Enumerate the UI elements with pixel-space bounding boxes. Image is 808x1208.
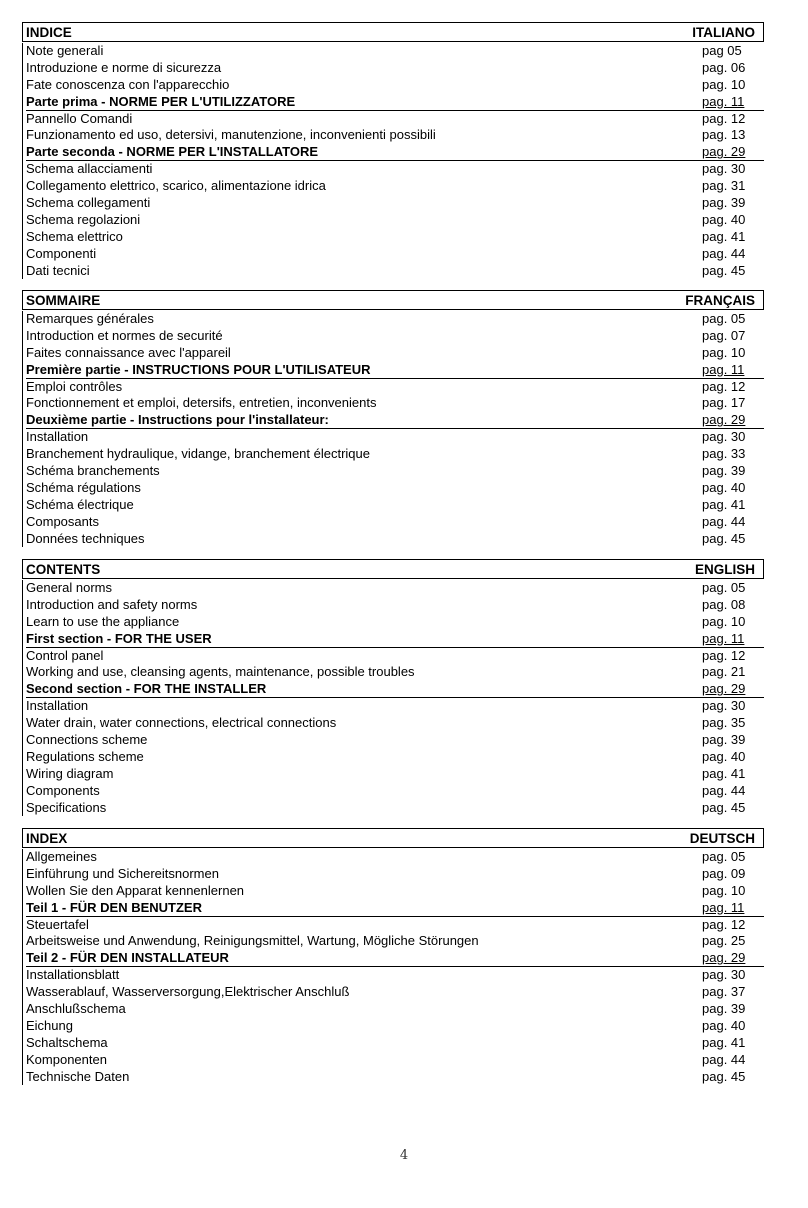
toc-entry-label: Schéma régulations bbox=[26, 479, 141, 495]
toc-entry-label: Specifications bbox=[26, 799, 107, 815]
toc-entry-label: Deuxième partie - Instructions pour l'installateur: bbox=[26, 412, 329, 428]
toc-entry-label: Faites connaissance avec l'appareil bbox=[26, 344, 231, 360]
toc-entry-label: First section - FOR THE USER bbox=[26, 630, 212, 646]
toc-entry bbox=[26, 580, 764, 597]
toc-entry-page: pag. 41 bbox=[702, 1034, 746, 1050]
toc-entry bbox=[26, 328, 764, 345]
section-header bbox=[22, 559, 764, 579]
toc-entry-page: pag. 41 bbox=[702, 765, 746, 781]
toc-part-heading bbox=[26, 362, 764, 379]
toc-entry bbox=[26, 849, 764, 866]
toc-entry-page: pag. 21 bbox=[702, 664, 746, 680]
toc-list bbox=[22, 311, 764, 547]
toc-entry-page: pag. 44 bbox=[702, 513, 746, 529]
toc-entry-label: Learn to use the appliance bbox=[26, 613, 180, 629]
toc-entry bbox=[26, 917, 764, 934]
toc-entry-page: pag. 40 bbox=[702, 748, 746, 764]
toc-entry-page: pag. 40 bbox=[702, 1017, 746, 1033]
section-title: CONTENTS bbox=[26, 561, 101, 577]
toc-entry bbox=[26, 429, 764, 446]
toc-entry-page: pag. 10 bbox=[702, 76, 746, 92]
toc-entry-label: Fate conoscenza con l'apparecchio bbox=[26, 76, 230, 92]
toc-entry-page: pag. 39 bbox=[702, 195, 746, 211]
toc-part-heading bbox=[26, 950, 764, 967]
section-language: ENGLISH bbox=[694, 561, 755, 577]
toc-entry bbox=[26, 111, 764, 128]
toc-entry-page: pag 05 bbox=[702, 43, 742, 58]
toc-entry-page: pag. 44 bbox=[702, 782, 746, 798]
toc-entry bbox=[26, 800, 764, 817]
toc-entry bbox=[26, 127, 764, 144]
toc-entry-page: pag. 11 bbox=[702, 899, 745, 915]
toc-entry bbox=[26, 463, 764, 480]
toc-entry-page: pag. 12 bbox=[702, 110, 746, 126]
toc-entry-label: Composants bbox=[26, 513, 99, 529]
toc-entry-page: pag. 11 bbox=[702, 93, 745, 109]
section-language: FRANÇAIS bbox=[685, 292, 755, 308]
toc-entry-label: Components bbox=[26, 782, 100, 798]
toc-entry bbox=[26, 379, 764, 396]
toc-entry-label: Water drain, water connections, electrical connections bbox=[26, 715, 337, 731]
section-header bbox=[22, 22, 764, 42]
toc-entry bbox=[26, 883, 764, 900]
toc-entry-label: Funzionamento ed uso, detersivi, manutenzione, inconvenienti possibili bbox=[26, 127, 436, 143]
section-deutsch bbox=[22, 828, 764, 1085]
toc-entry-label: Steuertafel bbox=[26, 916, 89, 932]
toc-entry bbox=[26, 263, 764, 280]
toc-entry-page: pag. 11 bbox=[702, 630, 745, 646]
toc-list bbox=[22, 43, 764, 279]
toc-entry-page: pag. 44 bbox=[702, 1051, 746, 1067]
toc-entry-label: Installation bbox=[26, 698, 89, 714]
toc-entry-label: Note generali bbox=[26, 43, 104, 58]
toc-entry bbox=[26, 967, 764, 984]
toc-entry-page: pag. 13 bbox=[702, 127, 746, 143]
toc-entry-page: pag. 45 bbox=[702, 799, 746, 815]
toc-entry bbox=[26, 715, 764, 732]
toc-entry bbox=[26, 1052, 764, 1069]
section-header bbox=[22, 290, 764, 310]
toc-entry-label: General norms bbox=[26, 580, 112, 595]
toc-entry-page: pag. 11 bbox=[702, 361, 745, 377]
toc-entry-page: pag. 06 bbox=[702, 59, 746, 75]
toc-entry bbox=[26, 1035, 764, 1052]
toc-entry-label: Branchement hydraulique, vidange, branchement électrique bbox=[26, 446, 370, 462]
toc-entry-page: pag. 40 bbox=[702, 479, 746, 495]
toc-entry bbox=[26, 597, 764, 614]
toc-entry-page: pag. 05 bbox=[702, 849, 746, 864]
toc-entry-label: Dati tecnici bbox=[26, 262, 90, 278]
toc-entry-label: Connections scheme bbox=[26, 732, 148, 748]
toc-entry-page: pag. 45 bbox=[702, 1068, 746, 1084]
toc-entry-label: Schema allacciamenti bbox=[26, 161, 153, 177]
toc-entry-page: pag. 09 bbox=[702, 865, 746, 881]
toc-entry-page: pag. 29 bbox=[702, 412, 746, 428]
toc-entry-label: Fonctionnement et emploi, detersifs, entretien, inconvenients bbox=[26, 395, 377, 411]
toc-entry bbox=[26, 345, 764, 362]
toc-entry-page: pag. 10 bbox=[702, 344, 746, 360]
toc-entry bbox=[26, 497, 764, 514]
toc-entry-label: Emploi contrôles bbox=[26, 378, 123, 394]
toc-entry bbox=[26, 77, 764, 94]
toc-entry bbox=[26, 1018, 764, 1035]
toc-entry-page: pag. 41 bbox=[702, 496, 746, 512]
toc-entry-label: Working and use, cleansing agents, maintenance, possible troubles bbox=[26, 664, 415, 680]
toc-entry-label: Parte prima - NORME PER L'UTILIZZATORE bbox=[26, 93, 296, 109]
toc-entry-page: pag. 10 bbox=[702, 882, 746, 898]
toc-list bbox=[22, 849, 764, 1085]
toc-entry bbox=[26, 732, 764, 749]
toc-entry-page: pag. 08 bbox=[702, 596, 746, 612]
toc-entry-page: pag. 29 bbox=[702, 681, 746, 697]
toc-entry bbox=[26, 933, 764, 950]
toc-entry-label: Parte seconda - NORME PER L'INSTALLATORE bbox=[26, 144, 319, 160]
toc-entry-page: pag. 30 bbox=[702, 161, 746, 177]
toc-entry-label: Componenti bbox=[26, 245, 97, 261]
toc-entry bbox=[26, 43, 764, 60]
toc-entry-page: pag. 39 bbox=[702, 1001, 746, 1017]
toc-part-heading bbox=[26, 631, 764, 648]
toc-entry bbox=[26, 783, 764, 800]
toc-entry-label: Teil 2 - FÜR DEN INSTALLATEUR bbox=[26, 950, 229, 966]
toc-entry bbox=[26, 866, 764, 883]
toc-entry-page: pag. 05 bbox=[702, 311, 746, 326]
toc-entry-label: Teil 1 - FÜR DEN BENUTZER bbox=[26, 899, 202, 915]
toc-entry-label: Technische Daten bbox=[26, 1068, 130, 1084]
toc-entry bbox=[26, 1069, 764, 1086]
toc-entry-page: pag. 33 bbox=[702, 446, 746, 462]
section-francais bbox=[22, 290, 764, 547]
toc-entry-page: pag. 12 bbox=[702, 378, 746, 394]
toc-entry-page: pag. 39 bbox=[702, 463, 746, 479]
toc-entry bbox=[26, 648, 764, 665]
toc-entry bbox=[26, 246, 764, 263]
toc-entry-page: pag. 41 bbox=[702, 228, 746, 244]
toc-entry-label: Second section - FOR THE INSTALLER bbox=[26, 681, 267, 697]
toc-entry-page: pag. 12 bbox=[702, 916, 746, 932]
toc-entry-label: Regulations scheme bbox=[26, 748, 144, 764]
section-title: INDEX bbox=[26, 830, 68, 846]
toc-part-heading bbox=[26, 94, 764, 111]
toc-entry-label: Données techniques bbox=[26, 530, 145, 546]
toc-entry-page: pag. 35 bbox=[702, 715, 746, 731]
toc-entry bbox=[26, 446, 764, 463]
toc-entry-label: Schema elettrico bbox=[26, 228, 123, 244]
toc-entry-label: Einführung und Sichereitsnormen bbox=[26, 865, 219, 881]
section-title: INDICE bbox=[26, 24, 72, 40]
page-number: 4 bbox=[399, 1148, 409, 1163]
toc-entry-label: Allgemeines bbox=[26, 849, 97, 864]
toc-entry-label: Collegamento elettrico, scarico, alimentazione idrica bbox=[26, 178, 326, 194]
toc-entry bbox=[26, 531, 764, 548]
toc-entry-page: pag. 05 bbox=[702, 580, 746, 595]
toc-entry bbox=[26, 395, 764, 412]
toc-part-heading bbox=[26, 144, 764, 161]
section-header bbox=[22, 828, 764, 848]
toc-entry-label: Komponenten bbox=[26, 1051, 107, 1067]
toc-entry bbox=[26, 984, 764, 1001]
toc-part-heading bbox=[26, 412, 764, 429]
toc-entry bbox=[26, 178, 764, 195]
toc-entry-label: Schema collegamenti bbox=[26, 195, 151, 211]
toc-entry-page: pag. 29 bbox=[702, 144, 746, 160]
toc-entry-label: Schéma branchements bbox=[26, 463, 160, 479]
toc-entry bbox=[26, 195, 764, 212]
toc-entry bbox=[26, 1001, 764, 1018]
toc-entry-page: pag. 29 bbox=[702, 950, 746, 966]
toc-entry-label: Anschlußschema bbox=[26, 1001, 126, 1017]
toc-entry bbox=[26, 229, 764, 246]
toc-entry-page: pag. 39 bbox=[702, 732, 746, 748]
toc-entry-page: pag. 37 bbox=[702, 984, 746, 1000]
toc-entry-page: pag. 10 bbox=[702, 613, 746, 629]
toc-entry-page: pag. 40 bbox=[702, 211, 746, 227]
toc-entry bbox=[26, 698, 764, 715]
toc-entry bbox=[26, 480, 764, 497]
toc-entry-page: pag. 44 bbox=[702, 245, 746, 261]
toc-entry-page: pag. 30 bbox=[702, 698, 746, 714]
toc-entry-label: Introduction and safety norms bbox=[26, 596, 198, 612]
toc-entry-label: Introduzione e norme di sicurezza bbox=[26, 59, 222, 75]
toc-entry-label: Control panel bbox=[26, 647, 104, 663]
toc-entry-label: Remarques générales bbox=[26, 311, 154, 326]
toc-entry-label: Première partie - INSTRUCTIONS POUR L'UTILISATEUR bbox=[26, 361, 371, 377]
toc-entry bbox=[26, 514, 764, 531]
toc-entry bbox=[26, 60, 764, 77]
toc-entry-label: Schéma électrique bbox=[26, 496, 134, 512]
toc-part-heading bbox=[26, 900, 764, 917]
toc-entry-page: pag. 30 bbox=[702, 967, 746, 983]
toc-entry-label: Introduction et normes de securité bbox=[26, 327, 223, 343]
toc-entry bbox=[26, 749, 764, 766]
toc-entry-label: Installation bbox=[26, 429, 89, 445]
toc-entry-page: pag. 12 bbox=[702, 647, 746, 663]
toc-entry bbox=[26, 212, 764, 229]
toc-entry-page: pag. 45 bbox=[702, 262, 746, 278]
section-italiano bbox=[22, 22, 764, 279]
toc-entry-label: Arbeitsweise und Anwendung, Reinigungsmittel, Wartung, Mögliche Störungen bbox=[26, 933, 479, 949]
toc-entry bbox=[26, 614, 764, 631]
toc-entry-page: pag. 07 bbox=[702, 327, 746, 343]
toc-entry-label: Eichung bbox=[26, 1017, 73, 1033]
toc-entry-page: pag. 25 bbox=[702, 933, 746, 949]
toc-entry-label: Schema regolazioni bbox=[26, 211, 141, 227]
toc-entry-label: Schaltschema bbox=[26, 1034, 108, 1050]
toc-entry-label: Wollen Sie den Apparat kennenlernen bbox=[26, 882, 245, 898]
toc-entry-page: pag. 17 bbox=[702, 395, 746, 411]
toc-list bbox=[22, 580, 764, 816]
toc-entry-page: pag. 45 bbox=[702, 530, 746, 546]
toc-entry-page: pag. 30 bbox=[702, 429, 746, 445]
toc-part-heading bbox=[26, 681, 764, 698]
section-language: DEUTSCH bbox=[689, 830, 755, 846]
toc-entry-label: Installationsblatt bbox=[26, 967, 120, 983]
toc-entry-label: Wiring diagram bbox=[26, 765, 114, 781]
section-language: ITALIANO bbox=[692, 24, 755, 40]
toc-entry bbox=[26, 311, 764, 328]
section-title: SOMMAIRE bbox=[26, 292, 101, 308]
toc-entry-label: Wasserablauf, Wasserversorgung,Elektrischer Anschluß bbox=[26, 984, 350, 1000]
toc-entry bbox=[26, 161, 764, 178]
section-english bbox=[22, 559, 764, 816]
toc-entry-label: Pannello Comandi bbox=[26, 110, 133, 126]
toc-entry-page: pag. 31 bbox=[702, 178, 746, 194]
toc-entry bbox=[26, 664, 764, 681]
toc-entry bbox=[26, 766, 764, 783]
